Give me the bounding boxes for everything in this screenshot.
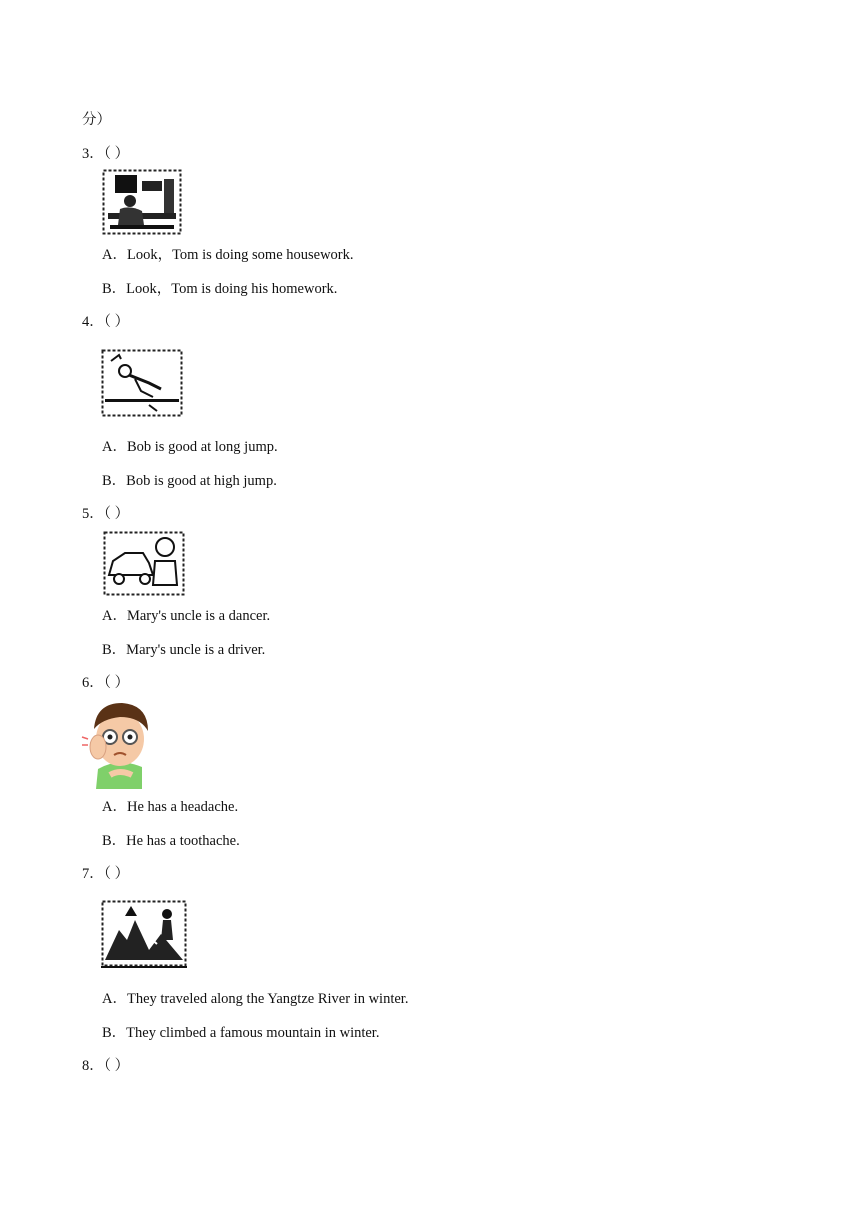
question-5-number: 5．（ ） (82, 506, 130, 522)
question-6-option-a: A．He has a headache. (102, 799, 239, 815)
boy-at-desk-icon (102, 169, 182, 235)
boy-holding-cheek-icon (80, 699, 158, 789)
question-7-option-b: B．They climbed a famous mountain in winter. (102, 1025, 380, 1041)
question-6-option-b: B．He has a toothache. (102, 833, 240, 849)
question-3-option-a: A．Look，Tom is doing some housework. (102, 247, 354, 263)
question-5-option-b: B．Mary's uncle is a driver. (102, 642, 266, 658)
question-4-option-a: A．Bob is good at long jump. (102, 439, 278, 455)
question-5-option-a: A．Mary's uncle is a dancer. (102, 608, 271, 624)
question-8-number: 8．（ ） (82, 1058, 130, 1074)
question-4-option-b: B．Bob is good at high jump. (102, 473, 277, 489)
high-jump-icon (101, 349, 183, 417)
mountain-climbing-icon (101, 900, 187, 970)
question-4-number: 4．（ ） (82, 314, 130, 330)
question-6-number: 6．（ ） (82, 675, 130, 691)
question-7-number: 7．（ ） (82, 866, 130, 882)
section-score-fragment: 分） (82, 112, 111, 128)
question-3-option-b: B．Look，Tom is doing his homework. (102, 281, 338, 297)
man-with-car-icon (103, 531, 185, 596)
question-3-number: 3．（ ） (82, 146, 130, 162)
question-7-option-a: A．They traveled along the Yangtze River in winter. (102, 991, 409, 1007)
